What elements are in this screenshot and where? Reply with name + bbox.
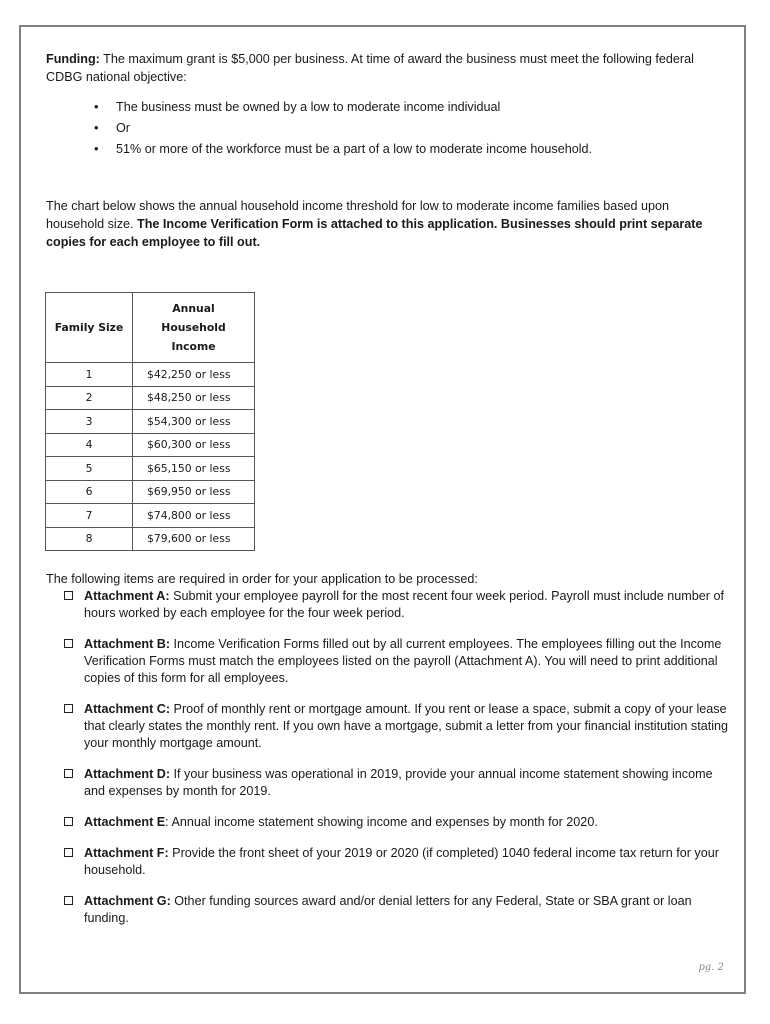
objective-list xyxy=(46,98,716,158)
family-size-cell: 4 xyxy=(46,433,133,457)
checkbox-icon[interactable] xyxy=(64,896,73,905)
attachment-label: Attachment C: xyxy=(84,702,171,716)
attachment-label: Attachment D: xyxy=(84,767,171,781)
page-number: pg. 2 xyxy=(698,962,724,973)
attachment-text: : Annual income statement showing income and expenses by month for 2020. xyxy=(165,815,598,829)
income-cell: $48,250 or less xyxy=(133,386,255,410)
attachment-a-item xyxy=(46,588,731,622)
attachment-b-item xyxy=(46,636,731,687)
income-cell: $74,800 or less xyxy=(133,504,255,528)
attachment-c-item xyxy=(46,701,731,752)
page-content xyxy=(46,50,716,251)
family-size-cell: 1 xyxy=(46,363,133,387)
family-size-cell: 7 xyxy=(46,504,133,528)
requirements-section xyxy=(46,571,731,941)
requirements-intro: The following items are required in order for your application to be processed: xyxy=(46,572,478,586)
attachment-text: Proof of monthly rent or mortgage amount. If you rent or lease a space, submit a copy of your lease that clearly states the monthly rent. If you own have a mortgage, submit a letter from your financial institution stating your monthly mortgage amount. xyxy=(84,702,728,750)
objective-item: • The business must be owned by a low to moderate income individual xyxy=(116,98,716,116)
header-annual-income xyxy=(133,293,255,363)
attachment-text: Provide the front sheet of your 2019 or 2020 (if completed) 1040 federal income tax return for your household. xyxy=(84,846,719,877)
attachment-e-item xyxy=(46,814,731,831)
chart-intro-bold: The Income Verification Form is attached to this application. Businesses should print separate copies for each employee to fill out. xyxy=(46,217,703,249)
attachment-text: Income Verification Forms filled out by all current employees. The employees filling out the Income Verification Forms must match the employees listed on the payroll (Attachment A). You will need to print additional copies of this form for all employees. xyxy=(84,637,722,685)
income-cell: $69,950 or less xyxy=(133,480,255,504)
attachment-text: Submit your employee payroll for the most recent four week period. Payroll must include number of hours worked by each employee for the four week period. xyxy=(84,589,724,620)
table-row xyxy=(46,480,255,504)
objective-item: • Or xyxy=(116,119,716,137)
family-size-cell: 2 xyxy=(46,386,133,410)
attachment-d-item xyxy=(46,766,731,800)
chart-intro-paragraph xyxy=(46,197,716,251)
header-family-size: Family Size xyxy=(46,293,133,363)
attachment-label: Attachment F: xyxy=(84,846,169,860)
table-header-row xyxy=(46,293,255,363)
table-row xyxy=(46,410,255,434)
table-row xyxy=(46,433,255,457)
income-cell: $60,300 or less xyxy=(133,433,255,457)
attachment-label: Attachment B: xyxy=(84,637,171,651)
table-row xyxy=(46,386,255,410)
income-cell: $54,300 or less xyxy=(133,410,255,434)
checkbox-icon[interactable] xyxy=(64,639,73,648)
funding-label: Funding: xyxy=(46,52,100,66)
income-threshold-table xyxy=(45,292,255,551)
attachment-text: If your business was operational in 2019, provide your annual income statement showing income and expenses by month for 2019. xyxy=(84,767,713,798)
attachment-label: Attachment A: xyxy=(84,589,170,603)
objective-item: • 51% or more of the workforce must be a part of a low to moderate income household. xyxy=(116,140,716,158)
table-row xyxy=(46,504,255,528)
funding-text: The maximum grant is $5,000 per business. At time of award the business must meet the following federal CDBG national objective: xyxy=(46,52,694,84)
chart-intro-text: The chart below shows the annual household income threshold for low to moderate income families based upon household size. xyxy=(46,199,670,231)
family-size-cell: 3 xyxy=(46,410,133,434)
family-size-cell: 6 xyxy=(46,480,133,504)
checkbox-icon[interactable] xyxy=(64,817,73,826)
checkbox-icon[interactable] xyxy=(64,591,73,600)
funding-paragraph xyxy=(46,50,716,86)
checkbox-icon[interactable] xyxy=(64,704,73,713)
table-row xyxy=(46,363,255,387)
table-row xyxy=(46,457,255,481)
family-size-cell: 5 xyxy=(46,457,133,481)
income-cell: $79,600 or less xyxy=(133,527,255,551)
attachment-label: Attachment E xyxy=(84,815,166,829)
family-size-cell: 8 xyxy=(46,527,133,551)
attachment-label: Attachment G: xyxy=(84,894,171,908)
table-row xyxy=(46,527,255,551)
income-cell: $65,150 or less xyxy=(133,457,255,481)
attachment-g-item xyxy=(46,893,731,927)
checkbox-icon[interactable] xyxy=(64,769,73,778)
income-cell: $42,250 or less xyxy=(133,363,255,387)
checkbox-icon[interactable] xyxy=(64,848,73,857)
header-annual-income-label: Annual Household Income xyxy=(161,302,226,353)
attachment-text: Other funding sources award and/or denial letters for any Federal, State or SBA grant or loan funding. xyxy=(84,894,692,925)
attachment-f-item xyxy=(46,845,731,879)
